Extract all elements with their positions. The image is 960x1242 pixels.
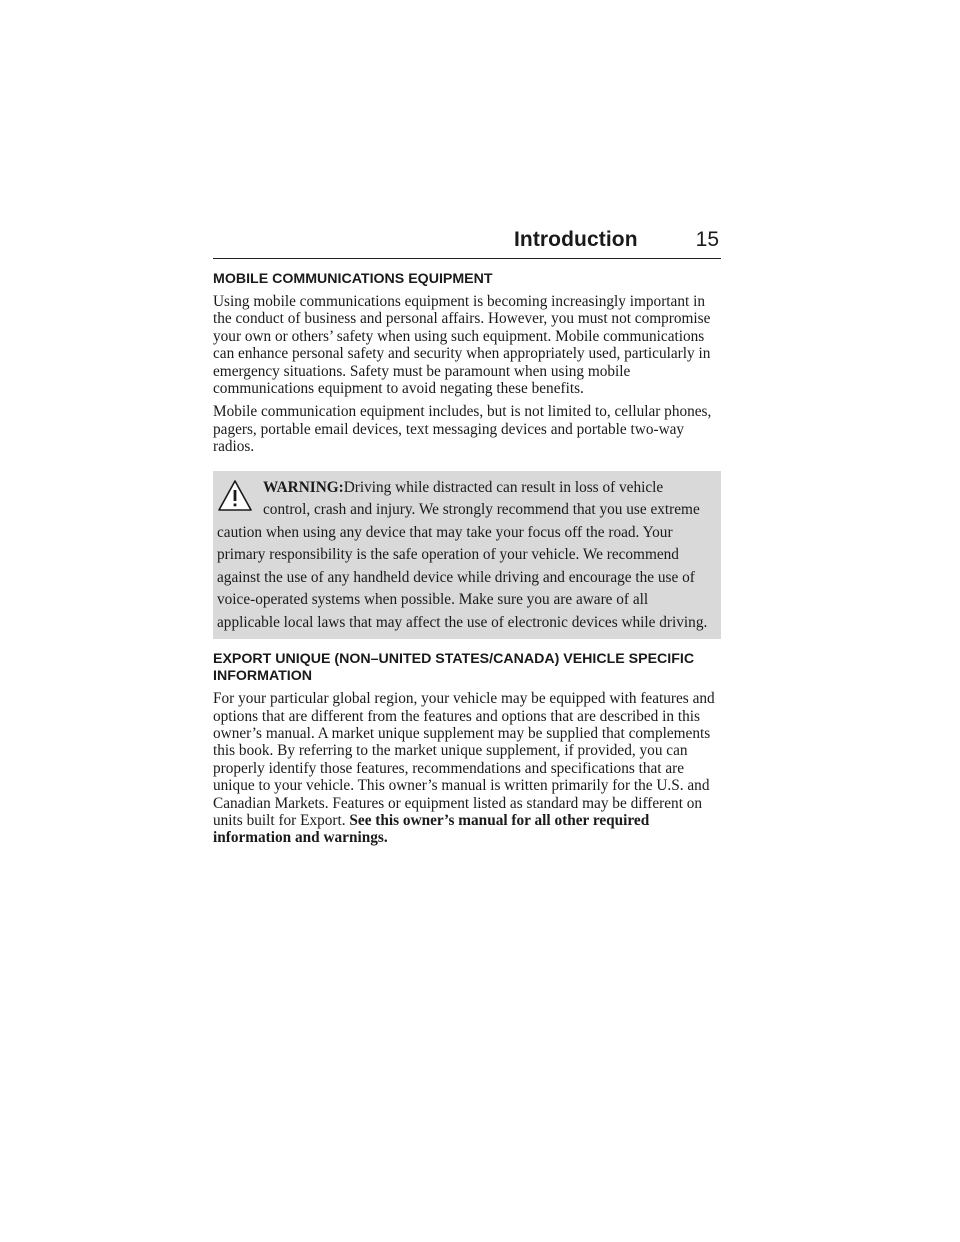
mobile-communications-paragraph-2: Mobile communication equipment includes, but is not limited to, cellular phones, pagers, portable email devices, text messaging devices and portable two-way radios.: [213, 403, 712, 456]
export-unique-paragraph: [213, 690, 721, 847]
warning-text: Driving while distracted can result in loss of vehicle control, crash and injury. We strongly recommend that you use extreme caution when using any device that may take your focus off the road. Your primary responsibility is the safe operation of your vehicle. We recommend against the use of any handheld device while driving and encourage the use of voice-operated systems when possible. Make sure you are aware of all applicable local laws that may affect the use of electronic devices while driving.: [217, 478, 708, 631]
warning-box: [213, 471, 721, 640]
mobile-communications-heading: MOBILE COMMUNICATIONS EQUIPMENT: [213, 271, 493, 287]
export-unique-bold-text: See this owner’s manual for all other required information and warnings.: [213, 812, 650, 847]
section-title: Introduction: [513, 228, 638, 251]
warning-label: WARNING:: [263, 478, 344, 496]
running-header: [213, 228, 721, 259]
page-number: 15: [695, 228, 719, 251]
manual-page: [213, 228, 721, 853]
mobile-communications-paragraph-1: Using mobile communications equipment is becoming increasingly important in the conduct of business and personal affairs. However, you must not compromise your own or others’ safety when using such equipment. Mobile communications can enhance personal safety and security when appropriately used, particularly in emergency situations. Safety must be paramount when using mobile communications equipment to avoid negating these benefits.: [213, 293, 711, 398]
export-unique-heading: EXPORT UNIQUE (NON–UNITED STATES/CANADA) VEHICLE SPECIFIC INFORMATION: [213, 651, 695, 685]
warning-triangle-icon: [217, 479, 253, 519]
export-unique-text: For your particular global region, your vehicle may be equipped with features and options that are different from the features and options that are described in this owner’s manual. A market unique supplement may be supplied that complements this book. By referring to the market unique supplement, if provided, you can properly identify those features, recommendations and specifications that are unique to your vehicle. This owner’s manual is written primarily for the U.S. and Canadian Markets. Features or equipment listed as standard may be different on units built for Export.: [213, 690, 715, 829]
